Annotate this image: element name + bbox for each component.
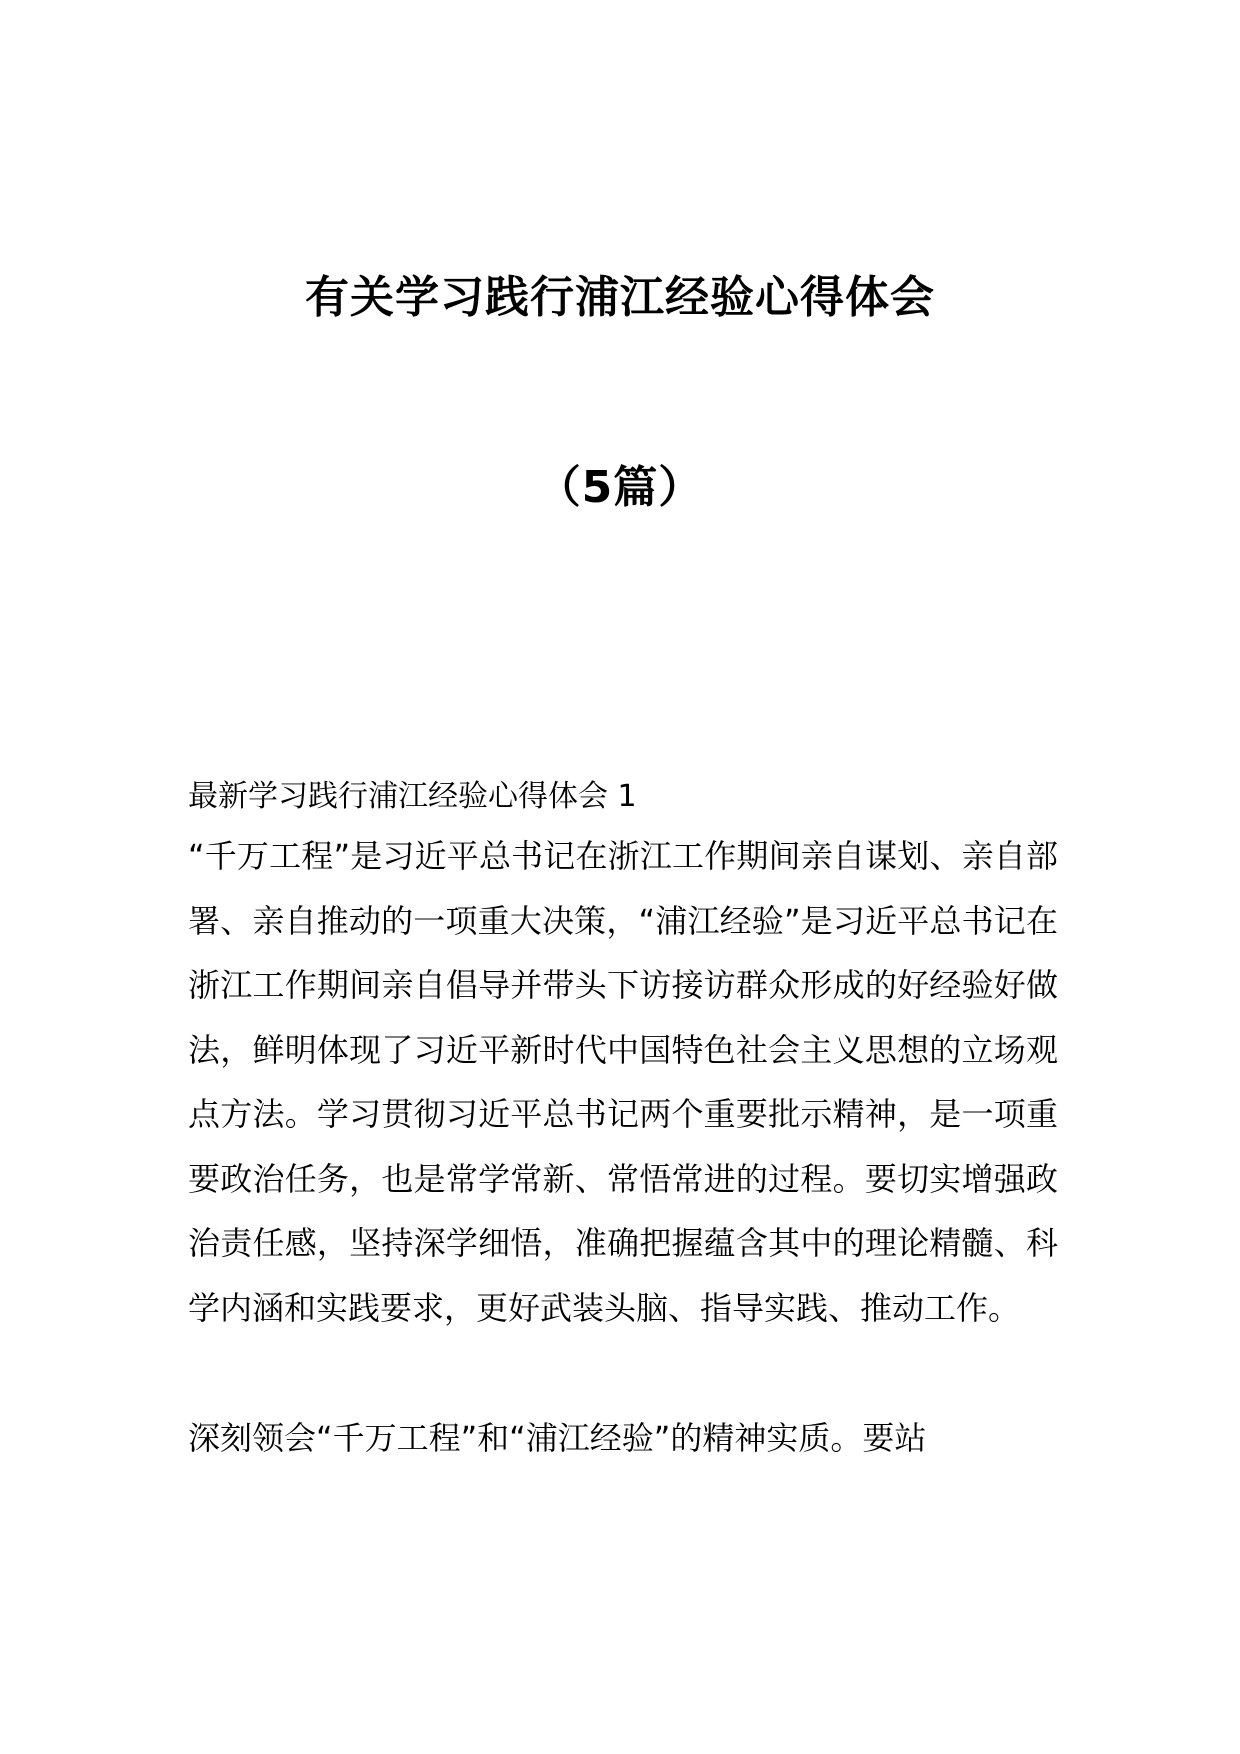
section-heading: 最新学习践行浦江经验心得体会 1 (188, 779, 637, 814)
document-title: 有关学习践行浦江经验心得体会 (305, 272, 935, 323)
paragraph-spacer (188, 1340, 1058, 1406)
document-subtitle: （5篇） (536, 462, 704, 513)
document-body (188, 772, 1058, 1471)
body-paragraph-2: 深刻领会“千万工程”和“浦江经验”的精神实质。要站 (188, 1419, 927, 1457)
body-paragraph-1: “千万工程”是习近平总书记在浙江工作期间亲自谋划、亲自部署、亲自推动的一项重大决策，“浦江经验”是习近平总书记在浙江工作期间亲自倡导并带头下访接访群众形成的好经验好做法，鲜明体现了习近平新时代中国特色社会主义思想的立场观点方法。学习贯彻习近平总书记两个重要批示精神，是一项重要政治任务，也是常学常新、常悟常进的过程。要切实增强政治责任感，坚持深学细悟，准确把握蕴含其中的理论精髓、科学内涵和实践要求，更好武装头脑、指导实践、推动工作。 (188, 837, 1058, 1327)
